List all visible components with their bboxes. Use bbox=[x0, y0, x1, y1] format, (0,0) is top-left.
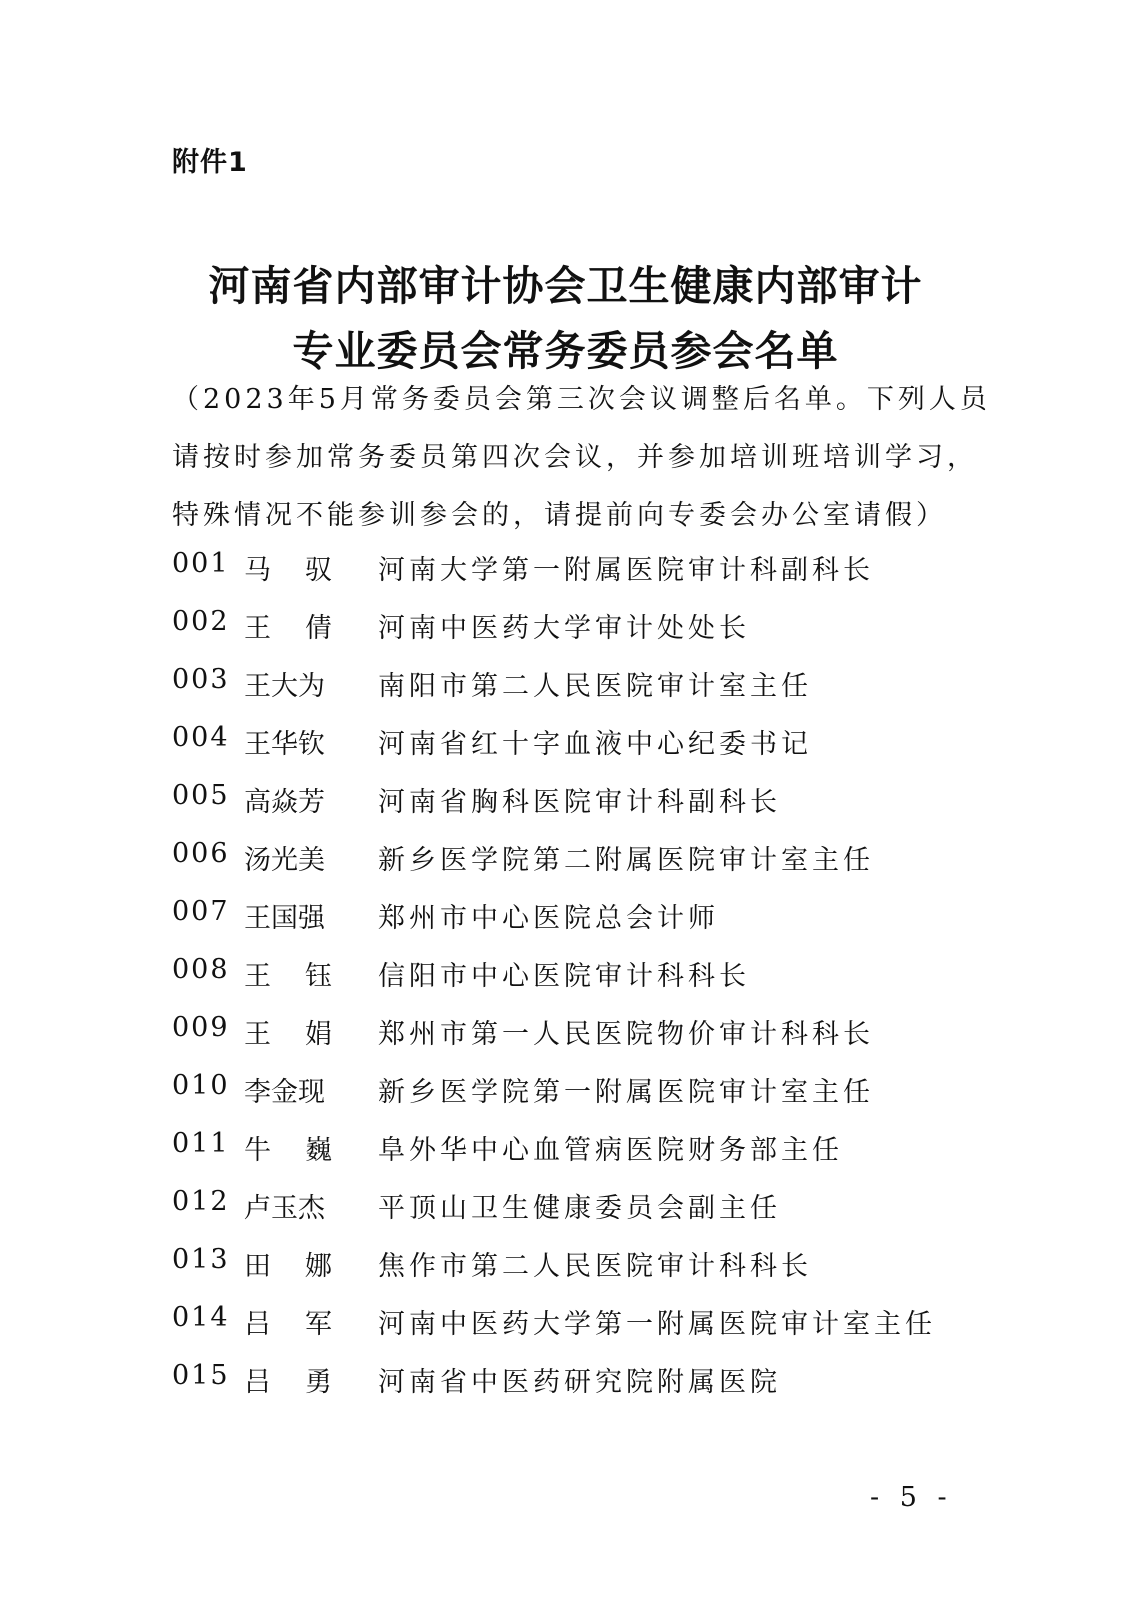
member-number: 014 bbox=[172, 1302, 230, 1333]
member-name: 王华钦 bbox=[244, 729, 325, 760]
member-position: 平顶山卫生健康委员会副主任 bbox=[378, 1193, 781, 1224]
member-name: 高焱芳 bbox=[244, 787, 325, 818]
member-number: 003 bbox=[172, 664, 230, 695]
member-position: 河南省红十字血液中心纪委书记 bbox=[378, 729, 812, 760]
member-name: 吕 勇 bbox=[244, 1367, 332, 1398]
member-name: 牛 巍 bbox=[244, 1135, 332, 1166]
member-row bbox=[0, 1012, 1131, 1052]
member-position: 郑州市第一人民医院物价审计科科长 bbox=[378, 1019, 874, 1050]
member-name: 马 驭 bbox=[244, 555, 332, 586]
member-name: 王 倩 bbox=[244, 613, 332, 644]
member-name: 汤光美 bbox=[244, 845, 325, 876]
member-number: 008 bbox=[172, 954, 230, 985]
attachment-label: 附件1 bbox=[172, 147, 248, 178]
member-name: 卢玉杰 bbox=[244, 1193, 325, 1224]
member-position: 焦作市第二人民医院审计科科长 bbox=[378, 1251, 812, 1282]
member-number: 005 bbox=[172, 780, 230, 811]
note-line-3: 特殊情况不能参训参会的，请提前向专委会办公室请假） bbox=[172, 500, 947, 531]
member-row bbox=[0, 838, 1131, 878]
member-name: 王国强 bbox=[244, 903, 325, 934]
member-row bbox=[0, 1070, 1131, 1110]
member-position: 阜外华中心血管病医院财务部主任 bbox=[378, 1135, 843, 1166]
member-number: 011 bbox=[172, 1128, 230, 1159]
member-number: 010 bbox=[172, 1070, 230, 1101]
member-row bbox=[0, 1360, 1131, 1400]
member-position: 信阳市中心医院审计科科长 bbox=[378, 961, 750, 992]
member-position: 河南大学第一附属医院审计科副科长 bbox=[378, 555, 874, 586]
member-name: 王 钰 bbox=[244, 961, 332, 992]
member-number: 013 bbox=[172, 1244, 230, 1275]
document-title-line-1: 河南省内部审计协会卫生健康内部审计 bbox=[208, 262, 923, 310]
member-row bbox=[0, 606, 1131, 646]
member-name: 吕 军 bbox=[244, 1309, 332, 1340]
member-number: 004 bbox=[172, 722, 230, 753]
member-position: 郑州市中心医院总会计师 bbox=[378, 903, 719, 934]
member-name: 田 娜 bbox=[244, 1251, 332, 1282]
member-position: 河南省中医药研究院附属医院 bbox=[378, 1367, 781, 1398]
member-number: 015 bbox=[172, 1360, 230, 1391]
member-position: 河南中医药大学审计处处长 bbox=[378, 613, 750, 644]
member-row bbox=[0, 664, 1131, 704]
member-name: 李金现 bbox=[244, 1077, 325, 1108]
member-row bbox=[0, 1128, 1131, 1168]
note-line-1: （2023年5月常务委员会第三次会议调整后名单。下列人员 bbox=[172, 384, 991, 415]
member-row bbox=[0, 954, 1131, 994]
member-position: 新乡医学院第一附属医院审计室主任 bbox=[378, 1077, 874, 1108]
note-line-2: 请按时参加常务委员第四次会议，并参加培训班培训学习， bbox=[172, 442, 978, 473]
member-number: 012 bbox=[172, 1186, 230, 1217]
member-row bbox=[0, 896, 1131, 936]
page-number: - 5 - bbox=[870, 1482, 953, 1513]
member-number: 001 bbox=[172, 548, 230, 579]
member-name: 王 娟 bbox=[244, 1019, 332, 1050]
member-number: 006 bbox=[172, 838, 230, 869]
member-number: 009 bbox=[172, 1012, 230, 1043]
member-position: 河南中医药大学第一附属医院审计室主任 bbox=[378, 1309, 936, 1340]
member-row bbox=[0, 722, 1131, 762]
member-row bbox=[0, 1186, 1131, 1226]
member-position: 南阳市第二人民医院审计室主任 bbox=[378, 671, 812, 702]
member-row bbox=[0, 548, 1131, 588]
member-position: 新乡医学院第二附属医院审计室主任 bbox=[378, 845, 874, 876]
member-name: 王大为 bbox=[244, 671, 325, 702]
member-number: 002 bbox=[172, 606, 230, 637]
member-row bbox=[0, 1244, 1131, 1284]
member-row bbox=[0, 1302, 1131, 1342]
member-row bbox=[0, 780, 1131, 820]
document-title-line-2: 专业委员会常务委员参会名单 bbox=[292, 327, 839, 375]
member-number: 007 bbox=[172, 896, 230, 927]
member-position: 河南省胸科医院审计科副科长 bbox=[378, 787, 781, 818]
